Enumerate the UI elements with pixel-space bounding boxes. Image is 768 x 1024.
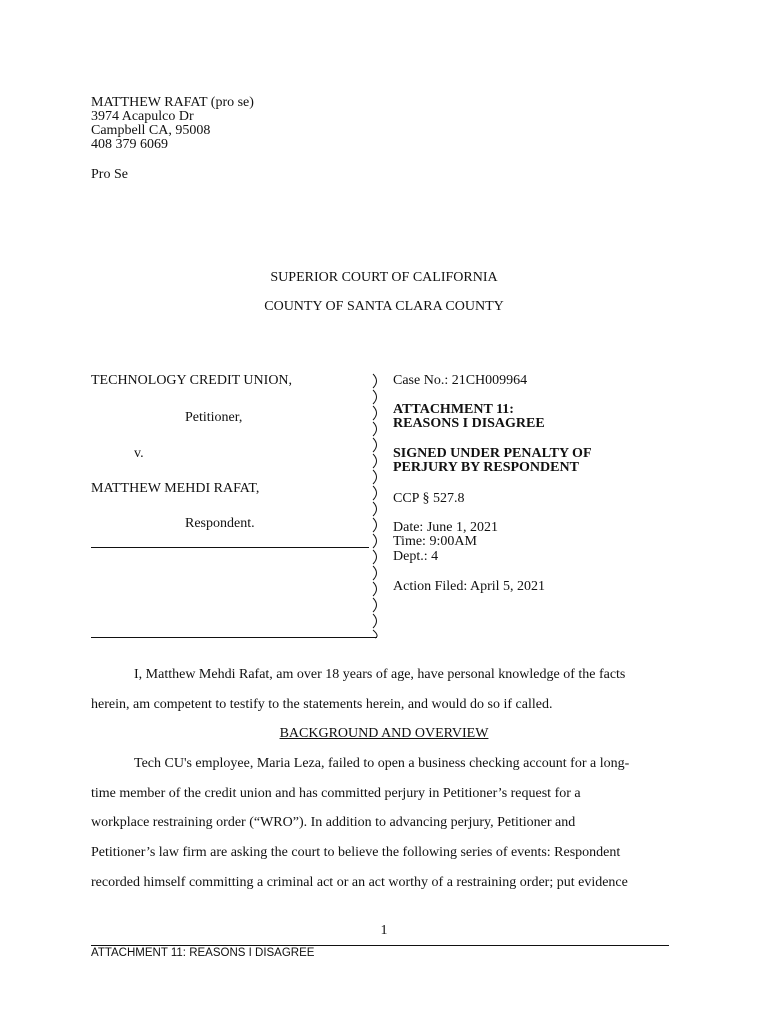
filer-street: 3974 Acapulco Dr: [91, 109, 194, 124]
case-number: Case No.: 21CH009964: [393, 373, 528, 388]
pro-se-label: Pro Se: [91, 167, 128, 182]
petitioner-label: Petitioner,: [185, 410, 243, 425]
filer-name: MATTHEW RAFAT (pro se): [91, 95, 254, 110]
para-line-2: time member of the credit union and has committed perjury in Petitioner’s request for a: [91, 786, 581, 801]
attachment-title-line2: REASONS I DISAGREE: [393, 416, 545, 431]
section-heading: BACKGROUND AND OVERVIEW: [279, 726, 489, 741]
para-line-5: recorded himself committing a criminal act or an act worthy of a restraining order; put evidence: [91, 875, 628, 890]
para-line-3: workplace restraining order (“WRO”). In addition to advancing perjury, Petitioner and: [91, 815, 576, 830]
hearing-dept: Dept.: 4: [393, 549, 439, 564]
filer-city: Campbell CA, 95008: [91, 123, 211, 138]
petitioner-name: TECHNOLOGY CREDIT UNION,: [91, 373, 293, 388]
footer-document-label: ATTACHMENT 11: REASONS I DISAGREE: [91, 947, 315, 959]
caption-bottom-rule: [91, 637, 377, 638]
court-county: COUNTY OF SANTA CLARA COUNTY: [264, 299, 504, 314]
respondent-label: Respondent.: [185, 516, 255, 531]
signed-line2: PERJURY BY RESPONDENT: [393, 460, 579, 475]
hearing-time: Time: 9:00AM: [393, 534, 477, 549]
para-line-1: Tech CU's employee, Maria Leza, failed to open a business checking account for a long-: [134, 756, 630, 771]
caption-divider: [91, 547, 369, 548]
signed-line1: SIGNED UNDER PENALTY OF: [393, 446, 592, 461]
action-filed: Action Filed: April 5, 2021: [393, 579, 546, 594]
intro-line-1: I, Matthew Mehdi Rafat, am over 18 years of age, have personal knowledge of the facts: [134, 667, 626, 682]
para-line-4: Petitioner’s law firm are asking the court to believe the following series of events: Respondent: [91, 845, 621, 860]
page-number: 1: [380, 923, 388, 938]
court-title: SUPERIOR COURT OF CALIFORNIA: [270, 270, 498, 285]
filer-phone: 408 379 6069: [91, 137, 168, 152]
footer-rule: [91, 945, 669, 946]
respondent-name: MATTHEW MEHDI RAFAT,: [91, 481, 260, 496]
intro-line-2: herein, am competent to testify to the statements herein, and would do so if called.: [91, 697, 553, 712]
hearing-date: Date: June 1, 2021: [393, 520, 498, 535]
caption-bracket: [370, 372, 384, 640]
versus: v.: [134, 446, 144, 461]
attachment-title-line1: ATTACHMENT 11:: [393, 402, 514, 417]
ccp-citation: CCP § 527.8: [393, 491, 465, 506]
